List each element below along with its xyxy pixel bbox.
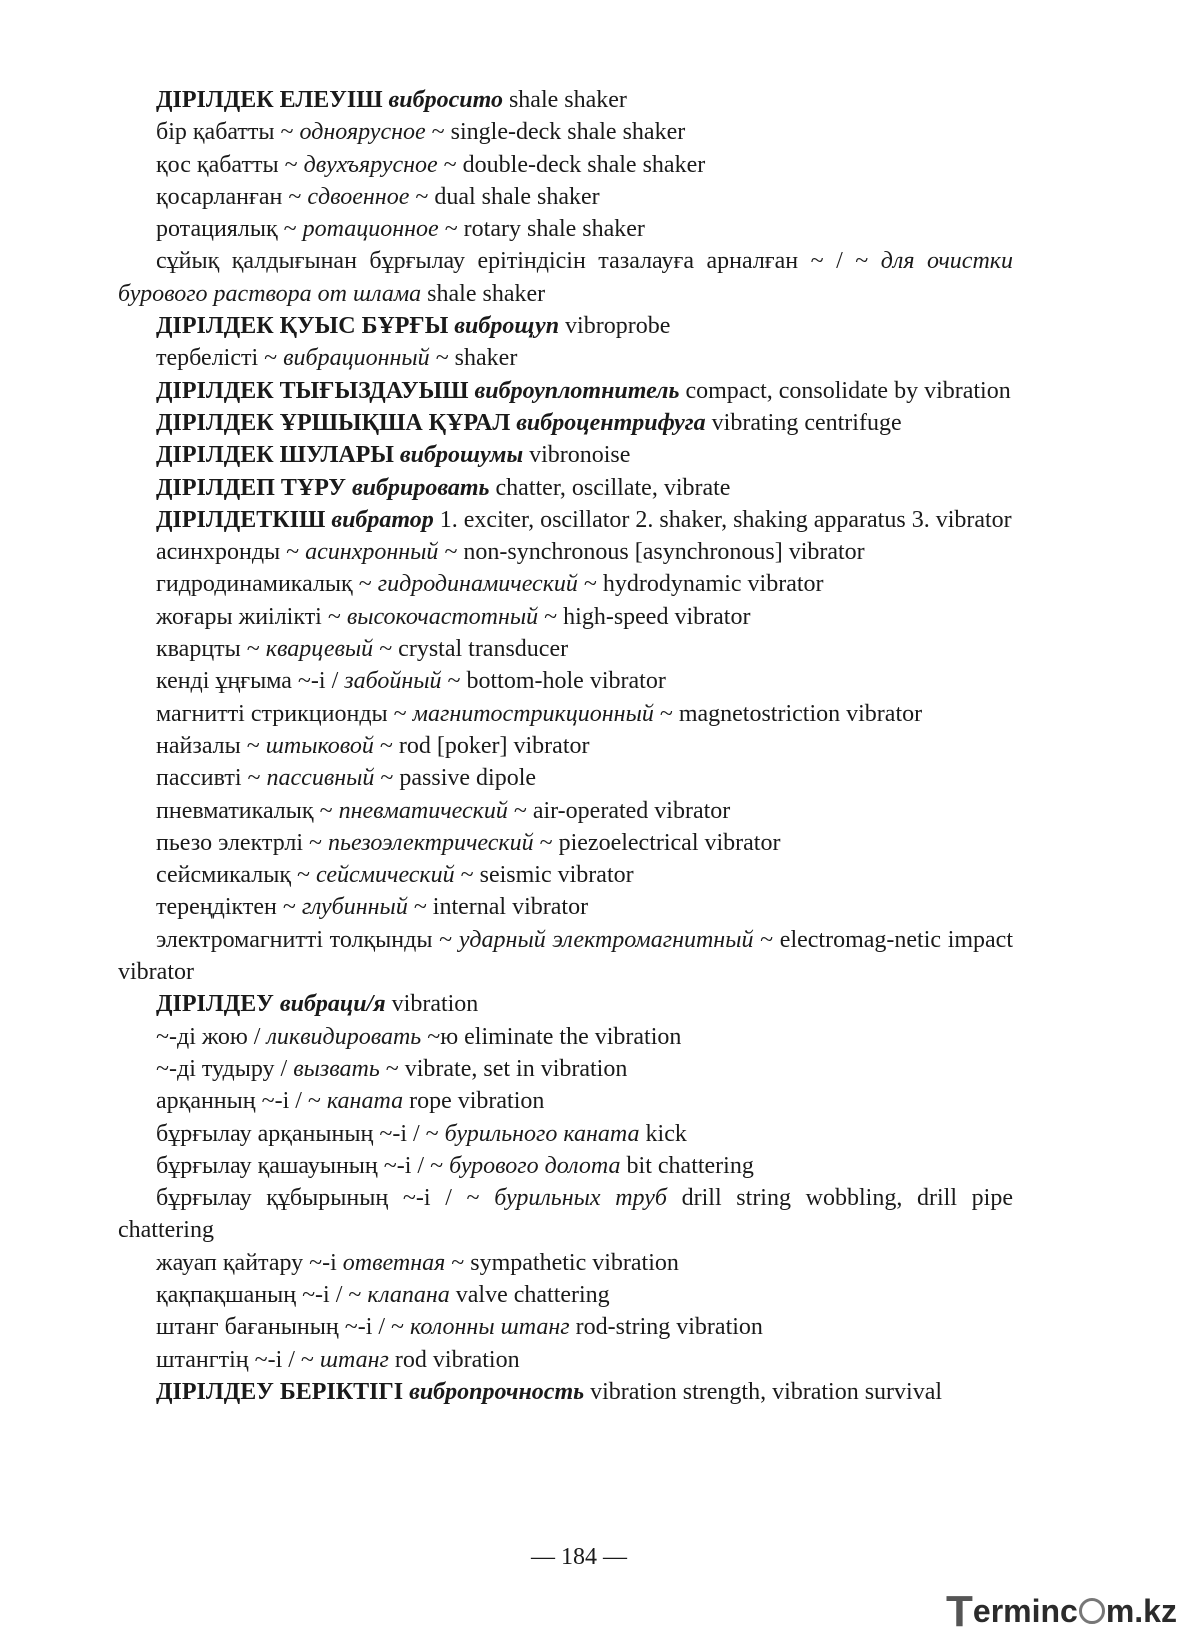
entry-russian: вызвать [293,1055,380,1082]
entry-russian-headword: вибраци/я [279,991,386,1018]
entry-text: ~ sympathetic vibration [445,1249,679,1276]
dictionary-entry [118,375,1013,407]
entry-russian: кварцевый [265,636,374,663]
dictionary-entry [118,633,1013,665]
dictionary-entry [118,1085,1013,1117]
entry-russian: пневматический [338,797,508,824]
dictionary-entry [118,407,1013,439]
entry-text: ~ piezoelectrical vibrator [533,829,781,856]
entry-russian: для очистки бурового раствора от шлама [118,248,1014,307]
dictionary-entry [118,698,1013,730]
entry-text: chatter, oscillate, vibrate [489,474,731,501]
logo-domain: m.kz [1105,1593,1177,1629]
page-number: — 184 — [531,1544,627,1570]
entry-text: drill string wobbling, drill pipe chattering [118,1185,1014,1244]
entry-text: shale shaker [421,280,546,307]
entry-text: ~ air-operated vibrator [507,797,731,824]
entry-text: арқанның ~-і / ~ [156,1088,327,1115]
dictionary-entry [118,1021,1013,1053]
entry-russian: ответная [342,1249,446,1276]
dictionary-entry [118,1182,1013,1247]
dictionary-entry [118,1053,1013,1085]
entry-russian-headword: виброщуп [454,313,560,340]
dictionary-page [118,84,1013,1408]
entry-text: ~ seismic vibrator [454,862,634,889]
entry-text: штангтің ~-і / ~ [156,1346,320,1373]
entry-russian: бурового долота [449,1152,621,1179]
entry-text: ~ vibrate, set in vibration [379,1055,628,1082]
entry-text: пьезо электрлі ~ [156,829,329,856]
entry-russian-headword: вибрировать [351,474,490,501]
entry-russian: гидродинамический [377,571,578,598]
entry-russian: колонны штанг [410,1314,570,1341]
entry-text: бір қабатты ~ [156,119,300,146]
entry-russian: вибрационный [283,345,430,372]
entry-text: бұрғылау қашауының ~-і / ~ [156,1152,450,1179]
entry-text: ~ internal vibrator [407,894,589,921]
entry-text: қақпақшаның ~-і / ~ [156,1281,368,1308]
entry-text: кенді ұңғыма ~-і / [156,668,345,695]
entry-russian: клапана [367,1281,450,1308]
logo-circle-icon [1079,1598,1105,1624]
entry-russian: ликвидировать [266,1023,422,1050]
entry-text: 1. exciter, oscillator 2. shaker, shaking apparatus 3. vibrator [433,506,1012,533]
dictionary-entry [118,1150,1013,1182]
entry-text: ~ high-speed vibrator [538,603,751,630]
entry-russian: сейсмический [316,862,455,889]
entry-text: ~ rotary shale shaker [438,216,645,243]
dictionary-entry [118,149,1013,181]
entry-russian: ротационное [302,216,439,243]
entry-text: кварцты ~ [156,636,266,663]
entry-text: ~ crystal transducer [373,636,569,663]
entry-text: тербелісті ~ [156,345,284,372]
entry-russian: асинхронный [305,539,439,566]
entry-text: жоғары жиілікті ~ [156,603,347,630]
entry-text: ~-ді тудыру / [156,1055,294,1082]
dictionary-entry [118,536,1013,568]
entry-text: асинхронды ~ [156,539,306,566]
logo-letter: T [946,1587,973,1636]
entry-headword: ДІРІЛДЕК ҰРШЫҚША ҚҰРАЛ [156,409,511,436]
entry-headword: ДІРІЛДЕУ БЕРІКТІГІ [156,1378,404,1405]
entry-text: ~ dual shale shaker [409,183,600,210]
entry-text: vibration strength, vibration survival [584,1378,943,1405]
entry-text: пневматикалық ~ [156,797,339,824]
entry-russian: штанг [319,1346,389,1373]
entry-russian-headword: вибропрочность [409,1378,585,1405]
logo-text: erminc [972,1593,1078,1629]
dictionary-entry [118,988,1013,1020]
dictionary-entry [118,181,1013,213]
entry-russian: двухъярусное [303,151,438,178]
entry-text: vibroprobe [559,313,671,340]
entry-text: valve chattering [449,1281,610,1308]
entry-russian: пьезоэлектрический [328,829,534,856]
entry-text: ~ bottom-hole vibrator [441,668,666,695]
dictionary-entry [118,924,1013,989]
dictionary-entry [118,795,1013,827]
dictionary-entry [118,1311,1013,1343]
dictionary-entry [118,310,1013,342]
entry-text: ~ magnetostriction vibrator [653,700,923,727]
entry-russian: ударный электромагнитный [458,926,754,953]
dictionary-entry [118,601,1013,633]
entry-text: тереңдіктен ~ [156,894,302,921]
entry-russian: магнитострикционный [412,700,654,727]
dictionary-entry [118,827,1013,859]
entry-text: vibronoise [523,442,631,469]
entry-text: гидродинамикалық ~ [156,571,378,598]
entry-text: ~ shaker [429,345,518,372]
entry-russian: одноярусное [299,119,426,146]
dictionary-entry [118,1279,1013,1311]
entry-text: ротациялық ~ [156,216,303,243]
dictionary-entry [118,891,1013,923]
entry-russian-headword: виброуплотнитель [474,377,680,404]
dictionary-entry [118,730,1013,762]
entry-russian-headword: виброцентрифуга [516,409,706,436]
entry-text: пассивті ~ [156,765,267,792]
entry-russian: бурильных труб [494,1185,667,1212]
entry-headword: ДІРІЛДЕК ҚУЫС БҰРҒЫ [156,313,449,340]
dictionary-entry [118,665,1013,697]
entry-text: rod-string vibration [569,1314,763,1341]
entry-text: compact, consolidate by vibration [679,377,1011,404]
entry-text: бұрғылау құбырының ~-і / ~ [156,1185,495,1212]
entry-text: ~ passive dipole [374,765,537,792]
dictionary-entry [118,472,1013,504]
entry-text: жауап қайтару ~-і [156,1249,343,1276]
entry-text: ~ non-synchronous [asynchronous] vibrator [438,539,865,566]
entry-text: қосарланған ~ [156,183,308,210]
entry-headword: ДІРІЛДЕТКІШ [156,506,326,533]
entry-text: электромагнитті толқынды ~ [156,926,459,953]
entry-text: сейсмикалық ~ [156,862,317,889]
entry-russian: забойный [344,668,442,695]
dictionary-entry [118,116,1013,148]
dictionary-entry [118,84,1013,116]
dictionary-entry [118,439,1013,471]
entry-headword: ДІРІЛДЕП ТҰРУ [156,474,346,501]
entry-text: vibrating centrifuge [705,409,902,436]
entry-text: ~ю eliminate the vibration [421,1023,682,1050]
entry-text: сұйық қалдығынан бұрғылау ерітіндісін тазалауға арналған ~ / ~ [156,248,881,275]
entry-text: ~ electromag-netic impact vibrator [118,926,1014,986]
dictionary-entry [118,245,1013,310]
dictionary-entry [118,1344,1013,1376]
entry-russian: пассивный [266,765,375,792]
dictionary-entry [118,568,1013,600]
entry-russian-headword: виброшумы [399,442,524,469]
dictionary-entry [118,213,1013,245]
entry-text: kick [639,1120,687,1147]
entry-russian: высокочастотный [346,603,539,630]
entry-headword: ДІРІЛДЕК ЕЛЕУІШ [156,87,383,113]
entry-russian: бурильного каната [444,1120,640,1147]
dictionary-entry [118,762,1013,794]
dictionary-entry [118,504,1013,536]
entry-text: rope vibration [403,1088,545,1115]
entry-russian-headword: вибратор [331,506,434,533]
dictionary-entry [118,859,1013,891]
entry-text: магнитті стрикционды ~ [156,700,413,727]
dictionary-entry [118,1247,1013,1279]
entry-text: ~ single-deck shale shaker [425,119,686,146]
entry-text: найзалы ~ [156,732,266,759]
entry-text: shale shaker [502,87,627,113]
entry-russian-headword: вибросито [388,87,503,113]
entry-text: бұрғылау арқанының ~-і / ~ [156,1120,445,1147]
entry-text: ~ hydrodynamic vibrator [577,571,824,598]
entry-headword: ДІРІЛДЕК ШУЛАРЫ [156,442,394,469]
termincom-logo[interactable] [946,1587,1177,1636]
entry-text: bit chattering [620,1152,754,1179]
dictionary-entry [118,342,1013,374]
dictionary-entry [118,1376,1013,1408]
entry-text: ~ double-deck shale shaker [437,151,706,178]
entry-text: vibration [385,991,479,1018]
entry-text: ~-ді жою / [156,1023,267,1050]
entry-russian: каната [326,1088,404,1115]
dictionary-entry [118,1118,1013,1150]
entry-text: rod vibration [388,1346,520,1373]
entry-headword: ДІРІЛДЕУ [156,991,274,1018]
entry-text: қос қабатты ~ [156,151,304,178]
entry-russian: глубинный [301,894,408,921]
entry-text: штанг бағанының ~-і / ~ [156,1314,411,1341]
entry-russian: сдвоенное [307,183,410,210]
entry-headword: ДІРІЛДЕК ТЫҒЫЗДАУЫШ [156,377,469,404]
entry-russian: штыковой [265,732,374,759]
entry-text: ~ rod [poker] vibrator [373,732,590,759]
